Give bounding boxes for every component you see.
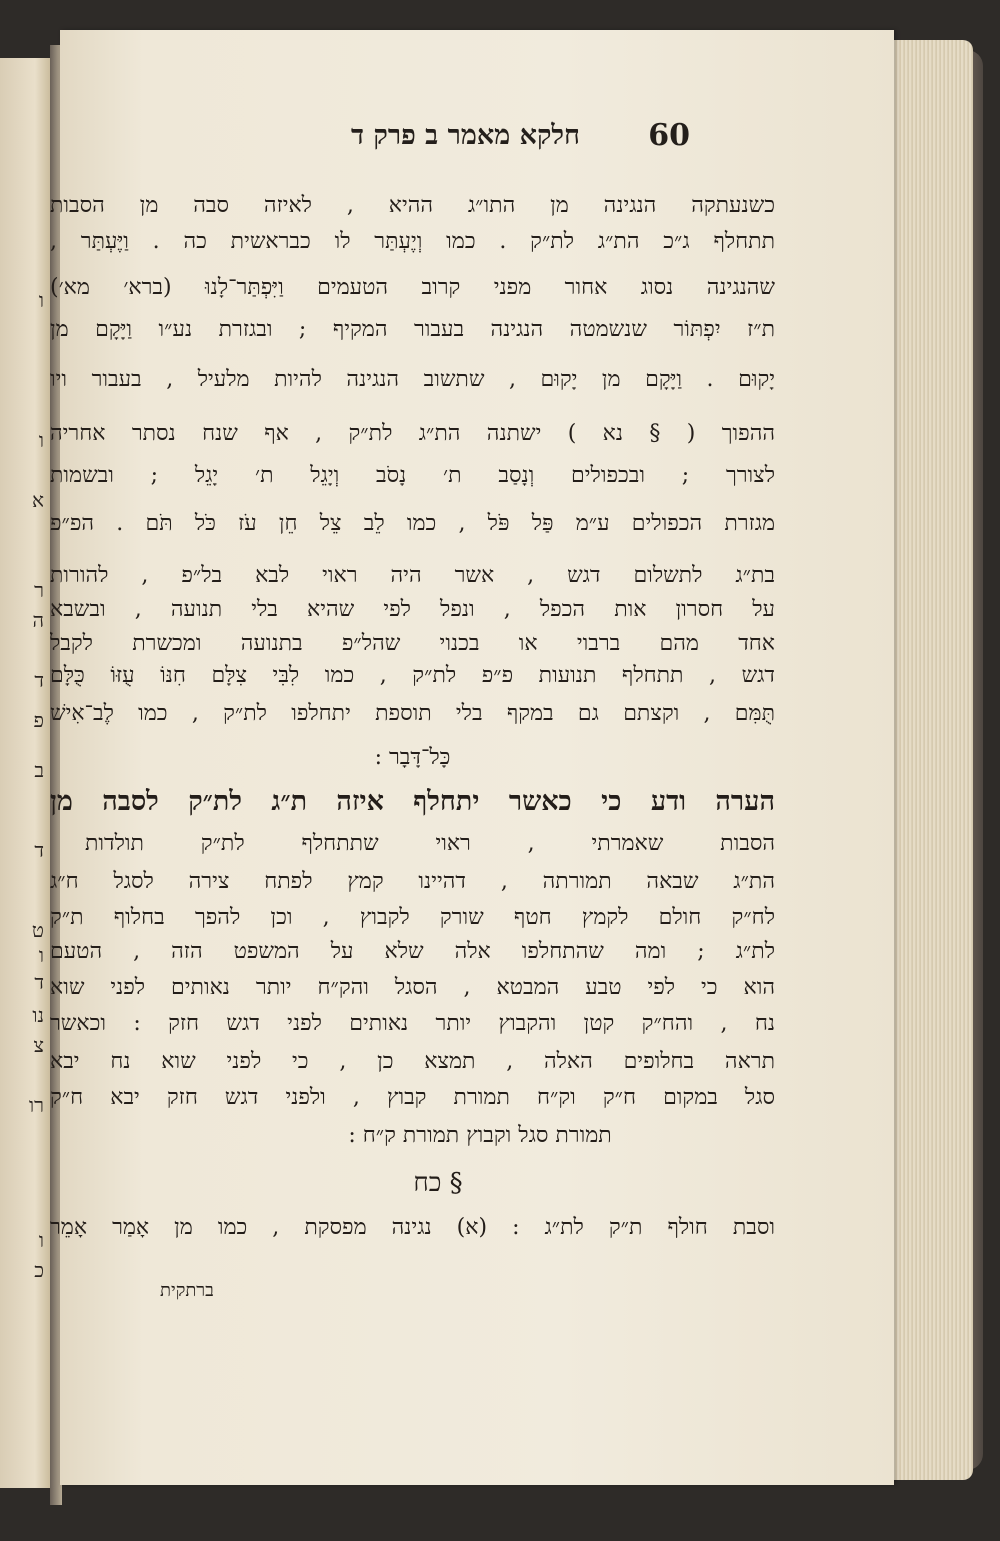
- text-line: הוא כי לפי טבע המבטא , הסגל והק״ח יותר נאותים לפני שוא: [50, 975, 775, 1000]
- left-fragment: ו: [38, 428, 44, 452]
- text-line: תמורת סגל וקבוץ תמורת ק״ח :: [348, 1123, 612, 1148]
- text-line: הת״ג שבאה תמורתה , דהיינו קמץ לפתח צירה לסגל ח״ג: [50, 869, 775, 894]
- left-fragment: ו: [38, 1228, 44, 1252]
- text-line: על חסרון אות הכפל , ונפל לפי שהיא בלי תנועה , ובשבא: [50, 597, 775, 622]
- left-fragment: א: [31, 488, 44, 512]
- left-fragment: פ: [33, 708, 44, 732]
- left-fragment: כ: [34, 1258, 44, 1282]
- text-line: תתחלף ג״כ הת״ג לת״ק . כמו וְיֶעְתַּר לו כבראשית כה . וַיֶּעְתַּר ,: [50, 229, 775, 254]
- text-line: לח״ק חולם לקמץ חטף שורק לקבוץ , וכן להפך בחלוף ת״ק: [50, 905, 775, 930]
- left-fragment: ר: [34, 578, 44, 602]
- text-line: מגזרת הכפולים ע״מ פַּל פֹּל , כמו לֵב צֵל חֵן עֹז כֹּל תֹּם . הפ״פ: [50, 511, 775, 536]
- left-fragment: ה: [32, 608, 44, 632]
- book-fore-edge: [893, 40, 973, 1480]
- left-fragment: נו: [32, 1003, 44, 1027]
- left-fragment: ו: [38, 288, 44, 312]
- text-line: כשנעתקה הנגינה מן התו״ג ההיא , לאיזה סבה מן הסבות: [50, 193, 775, 218]
- text-line: ת״ז יִפְתּוֹר שנשמטה הנגינה בעבור המקיף ; ובגזרת נע״ו וַיָּקָם מן: [50, 317, 775, 342]
- text-line: דגש , תתחלף תנועות פ״פ לת״ק , כמו לִבִּי צִלָּם חִנּוֹ עֻזּוֹ כֻּלָּם: [50, 663, 775, 688]
- left-fragment: ו: [38, 943, 44, 967]
- text-line: לצורך ; ובכפולים וְנָסַב ת׳ נָסֹב וְיָגֵל ת׳ יָגֵל ; ובשמות: [50, 463, 775, 488]
- left-fragment: ד: [34, 838, 44, 862]
- text-line: תראה בחלופים האלה , תמצא כן , כי לפני שוא נח יבא: [50, 1049, 775, 1074]
- left-fragment: ד: [34, 970, 44, 994]
- text-line: כָּל־דָּבָר :: [374, 745, 451, 770]
- text-line: הסבות שאמרתי , ראוי שתתחלף לת״ק תולדות: [85, 831, 775, 856]
- text-line: בת״ג לתשלום דגש , אשר היה ראוי לבא בל״פ , להורות: [50, 563, 775, 588]
- text-line: וסבת חולף ת״ק לת״ג : (א) נגינה מפסקת , כמו מן אָמַר אָמֵר: [50, 1215, 775, 1240]
- catchword: ברתקית: [160, 1280, 214, 1301]
- left-page-edge: [0, 58, 50, 1488]
- text-line: ההפוך ( § נא ) ישתנה הת״ג לת״ק , אף שנח נסתר אחריה: [50, 421, 775, 446]
- left-fragment: צ: [33, 1033, 44, 1057]
- text-line: יָקוּם . וַיָּקָם מן יָקוּם , שתשוב הנגינה להיות מלעיל , בעבור ויו: [50, 367, 775, 392]
- page-number: 60: [648, 118, 690, 153]
- running-head: חלקא מאמר ב פרק ד: [351, 120, 580, 151]
- left-fragment: רו: [29, 1093, 44, 1117]
- text-line: אחד מהם ברבוי או בכנוי שהל״פ בתנועה ומכשרת לקבל: [50, 631, 775, 656]
- text-line: נח , והח״ק קטן והקבוץ יותר נאותים לפני דגש חזק : וכאשר: [50, 1011, 775, 1036]
- section-mark: § כח: [413, 1168, 463, 1198]
- left-fragment: ד: [34, 668, 44, 692]
- page-header: [300, 118, 690, 158]
- text-line: סגל במקום ח״ק וק״ח תמורת קבוץ , ולפני דגש חזק יבא ח״ק: [50, 1085, 775, 1110]
- left-fragment: ט: [31, 918, 44, 942]
- text-line: תֻּמִּם , וקצתם גם במקף בלי תוספת יתחלפו לת״ק , כמו לֶב־אִישׁ: [50, 701, 775, 726]
- note-heading-line: הערה ודע כי כאשר יתחלף איזה ת״ג לת״ק לסבה מן: [50, 788, 775, 816]
- text-line: לת״ג ; ומה שהתחלפו אלה שלא על המשפט הזה , הטעם: [50, 939, 775, 964]
- text-line: שהנגינה נסוג אחור מפני קרוב הטעמים וַיִּפְתַּר־לָנוּ (ברא׳ מא׳): [50, 275, 775, 300]
- left-fragment: ב: [34, 758, 44, 782]
